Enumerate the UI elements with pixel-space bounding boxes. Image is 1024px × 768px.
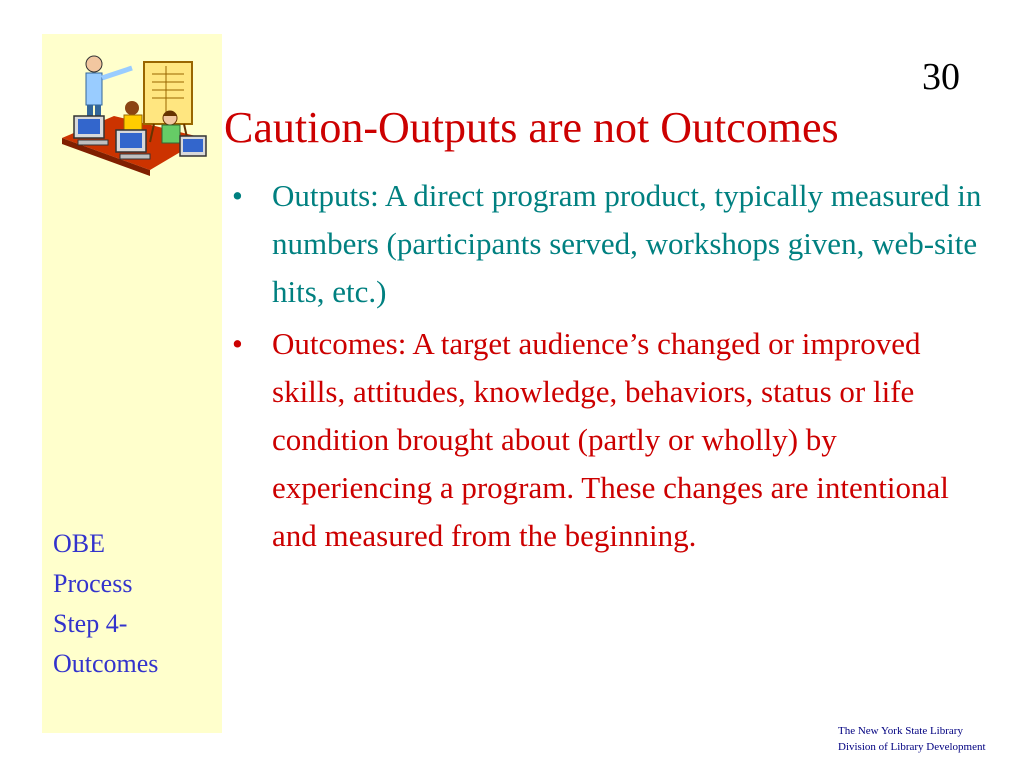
footer-credit — [838, 723, 1018, 755]
bullet-marker: • — [232, 326, 243, 361]
bullet-outputs — [226, 172, 986, 316]
sidebar-label-line: Process — [53, 569, 133, 598]
slide-number: 30 — [922, 56, 960, 98]
bullet-outcomes — [226, 320, 986, 560]
sidebar-section-label — [53, 524, 218, 684]
bullet-text-outcomes: Outcomes: A target audience’s changed or improved skills, attitudes, knowledge, behaviors, status or life condition brought about (partly or wholly) by experiencing a program. These changes are intentional and measured from the beginning. — [272, 326, 949, 553]
sidebar-label-line: Outcomes — [53, 649, 159, 678]
sidebar-label-line: OBE — [53, 529, 105, 558]
slide-title: Caution-Outputs are not Outcomes — [224, 103, 839, 152]
sidebar-label-line: Step 4- — [53, 609, 128, 638]
footer-line-division: Division of Library Development — [838, 741, 986, 753]
bullet-marker: • — [232, 178, 243, 213]
sidebar-panel — [42, 34, 222, 733]
bullet-text-outputs: Outputs: A direct program product, typically measured in numbers (participants served, workshops given, web-site hits, etc.) — [272, 178, 982, 309]
footer-line-library: The New York State Library — [838, 725, 963, 737]
bullet-list — [226, 172, 986, 564]
classroom-computers-clipart-icon — [54, 46, 212, 176]
